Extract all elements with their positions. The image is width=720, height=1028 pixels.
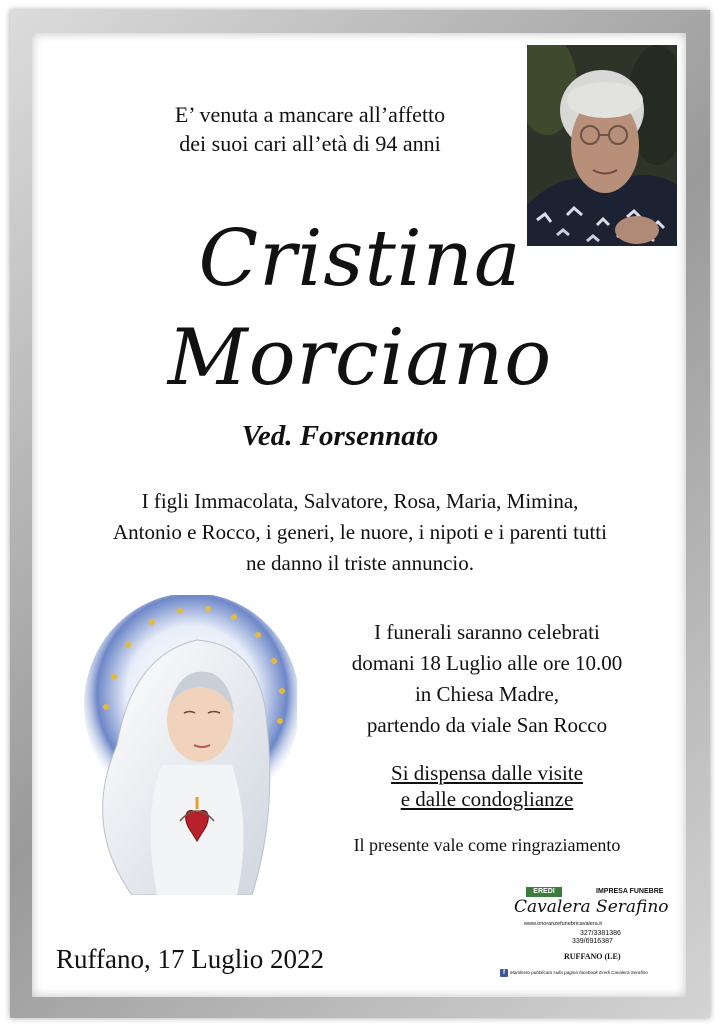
agency-type: IMPRESA FUNEBRE — [596, 888, 664, 895]
agency-phone: 339/6916387 — [572, 938, 613, 945]
deceased-last-name: Morciano — [167, 313, 553, 403]
announcement — [110, 100, 510, 158]
agency-city: RUFFANO (LE) — [564, 952, 621, 961]
visits-line: e dalle condoglianze — [400, 787, 574, 811]
funeral-details — [322, 617, 652, 741]
family-line: Antonio e Rocco, i generi, le nuore, i nipoti e i parenti tutti — [113, 520, 607, 544]
funeral-line: in Chiesa Madre, — [414, 682, 560, 706]
funeral-line: I funerali saranno celebrati — [374, 620, 600, 644]
madonna-image — [62, 595, 297, 895]
family-line: ne danno il triste annuncio. — [245, 551, 475, 575]
widow-of: Ved. Forsennato — [241, 420, 439, 452]
family-announcement — [60, 486, 660, 579]
place-date: Ruffano, 17 Luglio 2022 — [56, 944, 324, 974]
announcement-line: dei suoi cari all’età di 94 anni — [179, 131, 441, 156]
visits-line: Si dispensa dalle visite — [391, 761, 583, 785]
family-line: I figli Immacolata, Salvatore, Rosa, Maria, Mimina, — [141, 489, 579, 513]
visits-notice — [322, 760, 652, 812]
deceased-first-name: Cristina — [198, 214, 522, 304]
agency-phone: 327/3381386 — [580, 930, 621, 937]
publication-note: Manifesto pubblicato sulla pagina facebook Eredi Cavalera Serafino — [510, 970, 648, 975]
funeral-agency-logo — [500, 884, 678, 984]
thanks-note: Il presente vale come ringraziamento — [353, 835, 621, 855]
agency-signature: Cavalera Serafino — [514, 897, 669, 917]
heirs-badge: EREDI — [526, 887, 562, 897]
funeral-line: domani 18 Luglio alle ore 10.00 — [351, 651, 623, 675]
agency-website: www.onoranzefunebricavalera.it — [524, 921, 602, 927]
announcement-line: E’ venuta a mancare all’affetto — [174, 102, 446, 127]
facebook-icon: f — [500, 969, 508, 977]
funeral-line: partendo da viale San Rocco — [366, 713, 608, 737]
